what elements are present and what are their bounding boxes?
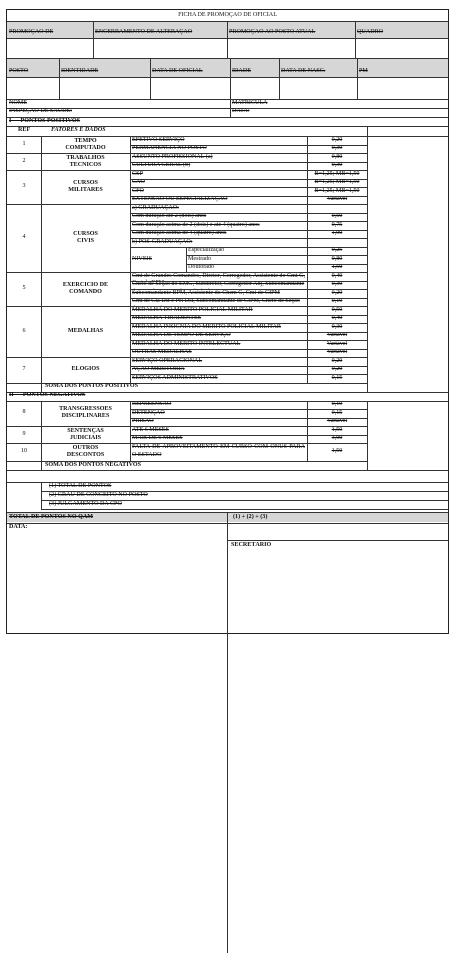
factor-value [307,239,367,247]
factor-value: 0,30 [331,145,343,151]
factor-label: FALTA DE APROVEITAMENTO EM CURSO COM ÔNUS PARA O ESTADO [132,444,305,458]
factor-label: MAIS DE 6 MESES [132,435,183,441]
factor-label: Com duração acima de 4 (quatro) anos [132,230,227,236]
niveis-item: Mestrado [188,255,212,262]
column-divider [367,126,368,392]
header-label2-3: IDADE [232,68,251,74]
totals-item: (1) TOTAL DE PONTOS [49,482,112,489]
promocao-field[interactable] [9,39,91,57]
niveis-value: 0,80 [331,255,343,262]
matricula-label: MATRÍCULA [232,100,268,106]
row-divider [41,509,448,510]
factor-value: 0,50 [331,306,343,313]
factor-label: Cmt de Cia Dst e Pel Dst, Subcomandante de CIPM, Chefe de Seção [132,298,300,304]
column-divider [41,401,42,462]
factor-value: 0,40 [331,272,343,279]
factor-label: SERVIÇO OPERACIONAL [132,357,203,364]
factor-label: ATÉ 6 MESES [132,426,169,433]
factor-name: OUTROS [72,445,99,451]
factor-value: B=1,25; MB=1,50 [314,179,360,185]
ref-number: 7 [22,365,26,372]
column-divider [307,136,308,383]
section2-title: II — PONTOS NEGATIVOS [9,392,86,398]
factor-label: CFO [132,187,144,194]
factor-value: 0,20 [331,366,343,372]
factor-label: Chefe de Seção do EMG, Subdiretor, Corregedor Adj, Subcomandante [132,281,305,287]
factor-value: 0,75 [331,221,343,228]
totals-item: (3) JULGAMENTO DA CPO [49,500,122,507]
factor-label: Cmt de Grandes Comandos, Diretor, Corregedor, Assistente do Cmt G, [132,272,305,279]
header-label-2: PROMOÇÃO AO POSTO ATUAL [229,29,316,35]
factor-name: EXERCÍCIO DE [62,282,109,288]
column-divider [130,401,131,462]
column-divider [355,22,356,58]
ref-number: 10 [20,448,28,454]
factor-value: 0,20 [331,136,343,143]
factor-name: TEMPO [74,137,97,144]
factor-name: MILITARES [68,187,103,193]
inspecao-label: INSPEÇÃO DE SAÚDE: [9,108,72,114]
column-divider [367,401,368,471]
form-title: FICHA DE PROMOÇÃO DE OFICIAL [178,12,277,18]
niveis-value: 0,25 [331,247,343,253]
column-divider [279,59,280,99]
factor-name: TRABALHOS [66,154,105,161]
row-divider [7,77,448,78]
column-divider [93,22,94,58]
factor-label: ASSUNTO PROFISSIONAL (a) [132,153,213,160]
row-divider [7,470,448,471]
factor-value: 0,80 [331,153,343,160]
factor-label: MEDALHA TIRADENTES [132,315,202,321]
negative-sum-label: SOMA DOS PONTOS NEGATIVOS [45,461,141,468]
factor-value: 0,20 [331,357,343,364]
factor-name: TÉCNICOS [69,161,102,168]
factor-value: 1,00 [331,230,343,236]
header-label-3: QUADRO [357,29,384,35]
ref-number: 4 [22,234,26,240]
column-divider [130,136,131,383]
factor-value: 0,20 [331,289,343,296]
factor-name: COMANDO [69,289,102,295]
factor-value: 3,00 [331,435,343,441]
factor-label: b) PÓS-GRADUAÇÃO: [132,238,193,245]
factor-label: MEDALHA DO MÉRITO INTELECTUAL [132,340,241,347]
promocao-atual-field[interactable] [229,39,353,57]
header-label2-0: POSTO [9,68,29,74]
factor-label: Com duração acima de 2 (dois) e até 4 (quatro) anos [132,221,260,228]
footer-data-label: DATA: [9,524,28,530]
row-divider [227,540,448,541]
factor-name: COMPUTADO [65,144,106,151]
factor-value: 0,40 [331,315,343,321]
factor-label: OUTRAS MEDALHAS [132,349,192,355]
column-divider [41,482,42,509]
header-label2-5: PM [359,68,368,74]
factor-label: EFETIVO SERVIÇO [132,136,185,143]
factor-label: PRISÃO [132,418,154,424]
factor-value: 0,30 [331,162,343,168]
factors-header: FATORES E DADOS [51,127,106,133]
ref-number: 8 [22,409,26,416]
factor-value: B=1,25; MB=1,50 [314,170,360,177]
factor-name: TRANSGRESSÕES [59,406,112,413]
data-label: DATA: [232,108,250,114]
niveis-item: Especialização [188,247,225,253]
ref-number: 9 [22,430,26,437]
factor-label: MEDALHA DO MÉRITO POLICIAL MILITAR [132,306,253,313]
header-label2-4: DATA DE NASC. [281,68,326,74]
column-divider [357,59,358,99]
factor-label: a) GRADUAÇÃO: [132,204,179,211]
niveis-value: 1,50 [331,264,343,270]
factor-name: CURSOS [73,180,98,186]
factor-value: 0,30 [331,281,343,287]
factor-label: SERVIÇOS ADMINISTRATIVOS [132,374,218,381]
ref-header: REF [18,127,31,133]
factor-value: Variável [326,418,348,424]
factor-value: 0,10 [331,401,343,407]
secretario-label: SECRETÁRIO [231,542,272,548]
column-divider [227,512,228,953]
column-divider [186,247,187,273]
header-label2-1: IDENTIDADE [61,68,99,74]
name-label: NOME [9,100,27,106]
section1-title: I — PONTOS POSITIVOS [9,118,81,124]
ref-number: 1 [22,140,26,147]
factor-value: 0,10 [331,298,343,304]
factor-name: ELOGIOS [71,366,100,373]
factor-name: CURSOS [73,231,98,237]
ref-number: 5 [22,285,26,291]
factor-label: CAO [132,179,145,185]
factor-value: Variável [326,340,348,347]
column-divider [41,461,42,470]
column-divider [59,59,60,99]
factor-value [307,205,367,213]
factor-value: Variável [326,332,348,338]
factor-label: Subcomandante BPM, Assistente do Chem G, Cmt de CIPM [132,289,280,296]
ref-number: 6 [22,327,26,334]
factor-label: DETENÇÃO [132,409,165,416]
positive-sum-label: SOMA DOS PONTOS POSITIVOS [45,383,139,389]
niveis-label: NÍVEIS [132,255,152,262]
factor-name: DESCONTOS [66,452,105,458]
formula: (1) + (2) + (3) [233,514,268,520]
column-divider [41,136,42,383]
column-divider [41,383,42,392]
factor-value: 0,15 [331,409,343,416]
factor-label: REPREENSÃO [132,401,172,407]
header-label-0: PROMOÇÃO DE [9,29,54,35]
column-divider [150,59,151,99]
factor-label: MEDALHA INSÍGNIA DO MÉRITO POLICIAL MILITAR [132,323,281,330]
column-divider [307,401,308,462]
column-divider [230,59,231,99]
qam-total-label: TOTAL DE PONTOS NO QAM [9,514,93,520]
factor-value: 1,50 [331,448,343,454]
quadro-field[interactable] [357,39,447,57]
factor-value: 0,30 [331,323,343,330]
factor-label: CSP [132,170,143,177]
factor-value: Variável [326,349,348,355]
ref-number: 2 [22,157,26,164]
factor-value: Variável [326,196,348,202]
factor-name: CIVIS [77,238,94,244]
header-label-1: ENCERRAMENTO DE ALTERAÇÃO [95,29,193,35]
promotion-form [6,9,449,634]
totals-item: (2) GRAU DE CONCEITO NO POSTO [49,491,148,498]
factor-label: PERMANÊNCIA NO POSTO [132,145,207,151]
factor-name: JUDICIAIS [69,434,102,441]
factor-label: AÇÃO MERITÓRIA [132,366,185,372]
encerramento-field[interactable] [95,39,225,57]
factor-value: B=1,25; MB=1,50 [314,187,360,194]
niveis-item: Doutorado [188,264,215,270]
factor-label: EXTENSÃO OU ESPECIALIZAÇÃO [132,196,228,202]
factor-label: CULTURA GERAL (b) [132,162,191,168]
column-divider [227,22,228,58]
factor-name: DISCIPLINARES [61,413,110,420]
factor-name: MEDALHAS [67,328,104,334]
factor-value: 0,50 [331,213,343,219]
factor-value: 0,15 [331,374,343,381]
header-label2-2: DATA DE OFICIAL [152,68,203,74]
factor-label: MEDALHA DE TEMPO DE SERVIÇO [132,332,231,338]
factor-value: 1,50 [331,426,343,433]
ref-number: 3 [22,183,26,189]
factor-name: SENTENÇAS [67,427,104,434]
factor-label: Com duração até 2 (dois) anos [132,213,207,219]
